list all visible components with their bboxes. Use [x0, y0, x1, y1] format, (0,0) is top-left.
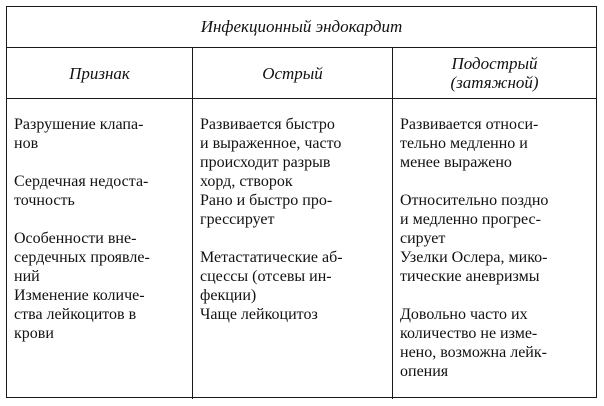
cell-heart-failure-sign: Сердечная недоста- точность [14, 173, 149, 209]
cell-extracardiac-acute: Метастатические аб- сцессы (отсевы ин- фекции) [200, 249, 343, 304]
cell-valve-destruction-subacute: Развивается относи- тельно медленно и менее выражено [400, 116, 539, 171]
column-subacute [392, 99, 596, 399]
column-acute [192, 99, 392, 399]
cell-valve-destruction-sign: Разрушение клапа- нов [14, 116, 144, 152]
header-sign-label: Признак [69, 63, 130, 83]
header-subacute-label: Подострый (затяжной) [450, 54, 539, 92]
cell-extracardiac-subacute: Узелки Ослера, мико- тические аневризмы [400, 249, 548, 285]
cell-leukocytes-sign: Изменение количе- ства лейкоцитов в крови [14, 287, 145, 342]
cell-leukocytes-acute: Чаще лейкоцитоз [200, 306, 318, 323]
header-subacute [392, 48, 596, 98]
endocarditis-table [6, 6, 597, 398]
header-sign [7, 48, 192, 98]
cell-valve-destruction-acute: Развивается быстро и выраженное, часто происходит разрыв хорд, створок [200, 116, 342, 190]
cell-heart-failure-acute: Рано и быстро про- грессирует [200, 192, 333, 228]
header-acute [192, 48, 392, 98]
cell-extracardiac-sign: Особенности вне- сердечных проявле- ний [14, 230, 150, 285]
table-body [7, 99, 596, 399]
header-row [7, 48, 596, 99]
cell-leukocytes-subacute: Довольно часто их количество не изме- нено, возможна лейк- опения [400, 306, 547, 380]
column-sign [7, 99, 192, 399]
table-title: Инфекционный эндокардит [7, 7, 596, 48]
cell-heart-failure-subacute: Относительно поздно и медленно прогрес- сирует [400, 192, 549, 247]
header-acute-label: Острый [262, 63, 323, 83]
